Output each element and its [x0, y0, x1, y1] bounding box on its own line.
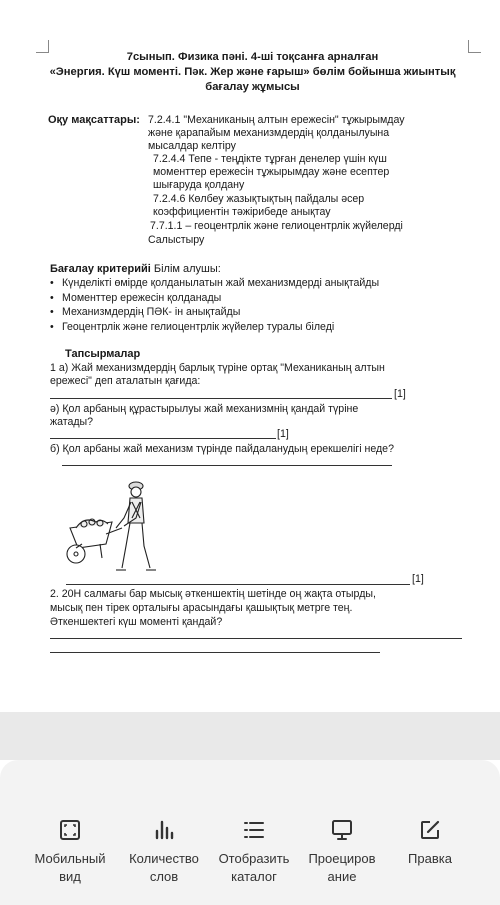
question-2-line: 2. 20Н салмағы бар мысық әткеншектің шетінде оң жақта отырды, — [50, 588, 376, 600]
wheelbarrow-illustration — [56, 478, 166, 578]
objective-line: Салыстыру — [148, 234, 205, 246]
objectives-label: Оқу мақсаттары: — [48, 114, 140, 126]
criteria-item: • Күнделікті өмірде қолданылатын жай механизмдерді анықтайды — [62, 277, 379, 289]
score-mark: [1] — [277, 428, 289, 440]
criteria-item: • Моменттер ережесін қолданады — [62, 292, 221, 304]
answer-line — [50, 638, 462, 639]
mobile-view-icon — [58, 818, 82, 842]
objective-line: және қарапайым механизмдердің қолданылуына — [148, 127, 390, 139]
mobile-view-button[interactable] — [22, 760, 118, 905]
objective-line: моменттер ережесін тұжырымдау және есептер — [153, 166, 390, 178]
toolbar-label: Правка — [408, 851, 452, 866]
catalog-list-icon — [242, 818, 266, 842]
answer-line — [50, 398, 392, 399]
projection-button[interactable] — [294, 760, 390, 905]
objective-line: 7.7.1.1 – геоцентрлік және гелиоцентрлік жүйелерді — [150, 220, 403, 232]
show-catalog-button[interactable] — [206, 760, 302, 905]
word-count-button[interactable] — [116, 760, 212, 905]
question-1c-line: б) Қол арбаны жай механизм түрінде пайдаланудың ерекшелігі неде? — [50, 443, 394, 455]
question-2-line: Әткеншектегі күш моменті қандай? — [50, 616, 223, 628]
question-1a-line: ережесі" деп аталатын қағида: — [50, 375, 201, 387]
projection-screen-icon — [330, 818, 354, 842]
objective-line: шығаруда қолдану — [153, 179, 245, 191]
criteria-heading — [50, 263, 221, 275]
objective-line: коэффициентін тәжірибеде анықтау — [153, 206, 331, 218]
toolbar-label: Мобильный вид — [34, 851, 106, 884]
answer-line — [50, 652, 380, 653]
question-2-line: мысық пен тірек орталығы арасындағы қашықтық метрге тең. — [50, 602, 353, 614]
answer-line — [66, 584, 410, 585]
score-mark: [1] — [394, 388, 406, 400]
page-background — [0, 712, 500, 760]
question-1b-line: жатады? — [50, 416, 94, 428]
document-title-line: «Энергия. Күш моменті. Пәк. Жер және ғарыш» бөлім бойынша жиынтық — [49, 66, 456, 78]
answer-line — [50, 438, 276, 439]
tasks-heading: Тапсырмалар — [65, 348, 141, 360]
criteria-intro: Білім алушы: — [153, 263, 221, 275]
criteria-label: Бағалау критерийі — [50, 263, 151, 275]
toolbar-label: Проецирование — [308, 851, 376, 884]
criteria-item: • Механизмдердің ПӘК- ін анықтайды — [62, 306, 240, 318]
toolbar-label: Количество слов — [129, 851, 199, 884]
objective-line: 7.2.4.1 "Механиканың алтын ережесін" тұжырымдау — [148, 114, 405, 126]
score-mark: [1] — [412, 573, 424, 585]
objective-line: 7.2.4.4 Тепе - теңдікте тұрған денелер үшін күш — [153, 153, 387, 165]
document-title-line: бағалау жұмысы — [205, 81, 300, 93]
page-corner-mark — [468, 40, 481, 53]
objective-line: мысалдар келтіру — [148, 140, 236, 152]
bottom-toolbar — [0, 760, 500, 905]
word-count-icon — [152, 818, 176, 842]
objective-line: 7.2.4.6 Көлбеу жазықтықтың пайдалы әсер — [153, 193, 365, 205]
answer-line — [62, 465, 392, 466]
edit-icon — [418, 818, 442, 842]
question-1b-line: ә) Қол арбаның құрастырылуы жай механизмнің қандай түріне — [50, 403, 359, 415]
criteria-item: • Геоцентрлік және гелиоцентрлік жүйелер туралы біледі — [62, 321, 334, 333]
question-1a-line: 1 а) Жай механизмдердің барлық түріне ортақ "Механиканың алтын — [50, 362, 385, 374]
toolbar-label: Отобразить каталог — [218, 851, 290, 884]
document-title-line: 7сынып. Физика пәні. 4-ші тоқсанға арналған — [126, 51, 379, 63]
edit-button[interactable] — [382, 760, 478, 905]
